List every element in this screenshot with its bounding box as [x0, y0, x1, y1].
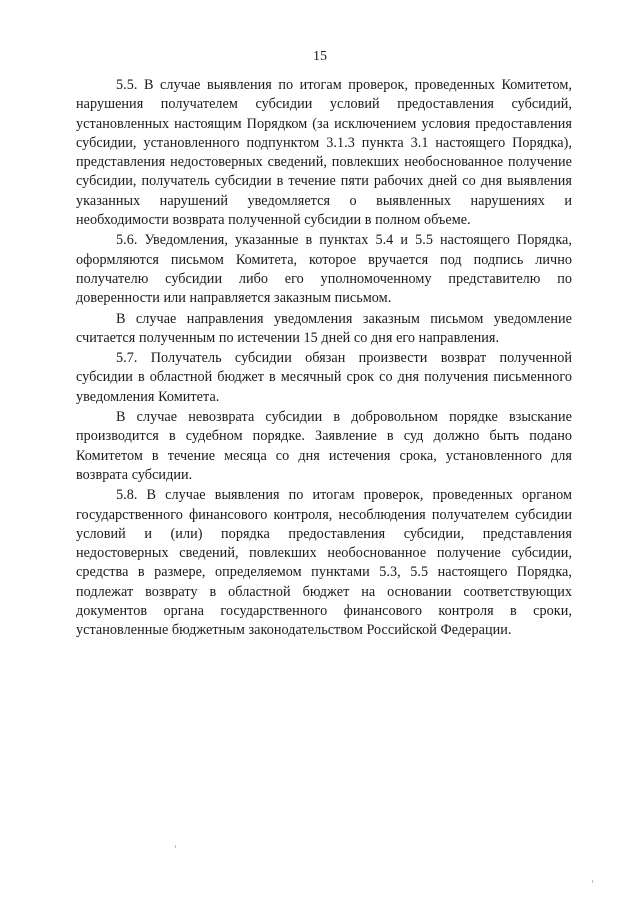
page-number: 15	[313, 49, 327, 64]
paragraph-5-7: 5.7. Получатель субсидии обязан произвести возврат полученной субсидии в областной бюджет в месячный срок со дня получения письменного уведомления Комитета.	[76, 350, 572, 405]
scan-speck	[592, 880, 593, 883]
document-body	[76, 76, 572, 641]
paragraph-5-5: 5.5. В случае выявления по итогам проверок, проведенных Комитетом, нарушения получателем субсидии условий предоставления субсидий, установленных настоящим Порядком (за исключением условия предоставления субсидии, установленного подпунктом 3.1.3 пункта 3.1 настоящего Порядка), представления недостоверных сведений, повлекших необоснованное получение субсидии, получатель субсидии в течение пяти рабочих дней со дня выявления указанных нарушений уведомляется о выявленных нарушениях и необходимости возврата полученной субсидии в полном объеме.	[76, 77, 572, 229]
scan-speck	[175, 845, 176, 848]
paragraph-5-8: 5.8. В случае выявления по итогам проверок, проведенных органом государственного финансового контроля, несоблюдения получателем субсидии условий и (или) порядка предоставления субсидии, представления недостоверных сведений, повлекших необоснованное получение субсидии, средства в размере, определяемом пунктами 5.3, 5.5 настоящего Порядка, подлежат возврату в областной бюджет на основании соответствующих документов органа государственного финансового контроля в сроки, установленные бюджетным законодательством Российской Федерации.	[76, 487, 572, 639]
paragraph-5-6-registered-mail: В случае направления уведомления заказным письмом уведомление считается полученным по истечении 15 дней со дня его направления.	[76, 310, 572, 346]
paragraph-5-7-court-recovery: В случае невозврата субсидии в добровольном порядке взыскание производится в судебном порядке. Заявление в суд должно быть подано Комитетом в течение месяца со дня истечения срока, установленного для возврата субсидии.	[76, 409, 572, 483]
paragraph-5-6: 5.6. Уведомления, указанные в пунктах 5.4 и 5.5 настоящего Порядка, оформляются письмом Комитета, которое вручается под подпись лично получателю субсидии либо его уполномоченному представителю по доверенности или направляется заказным письмом.	[76, 232, 572, 307]
